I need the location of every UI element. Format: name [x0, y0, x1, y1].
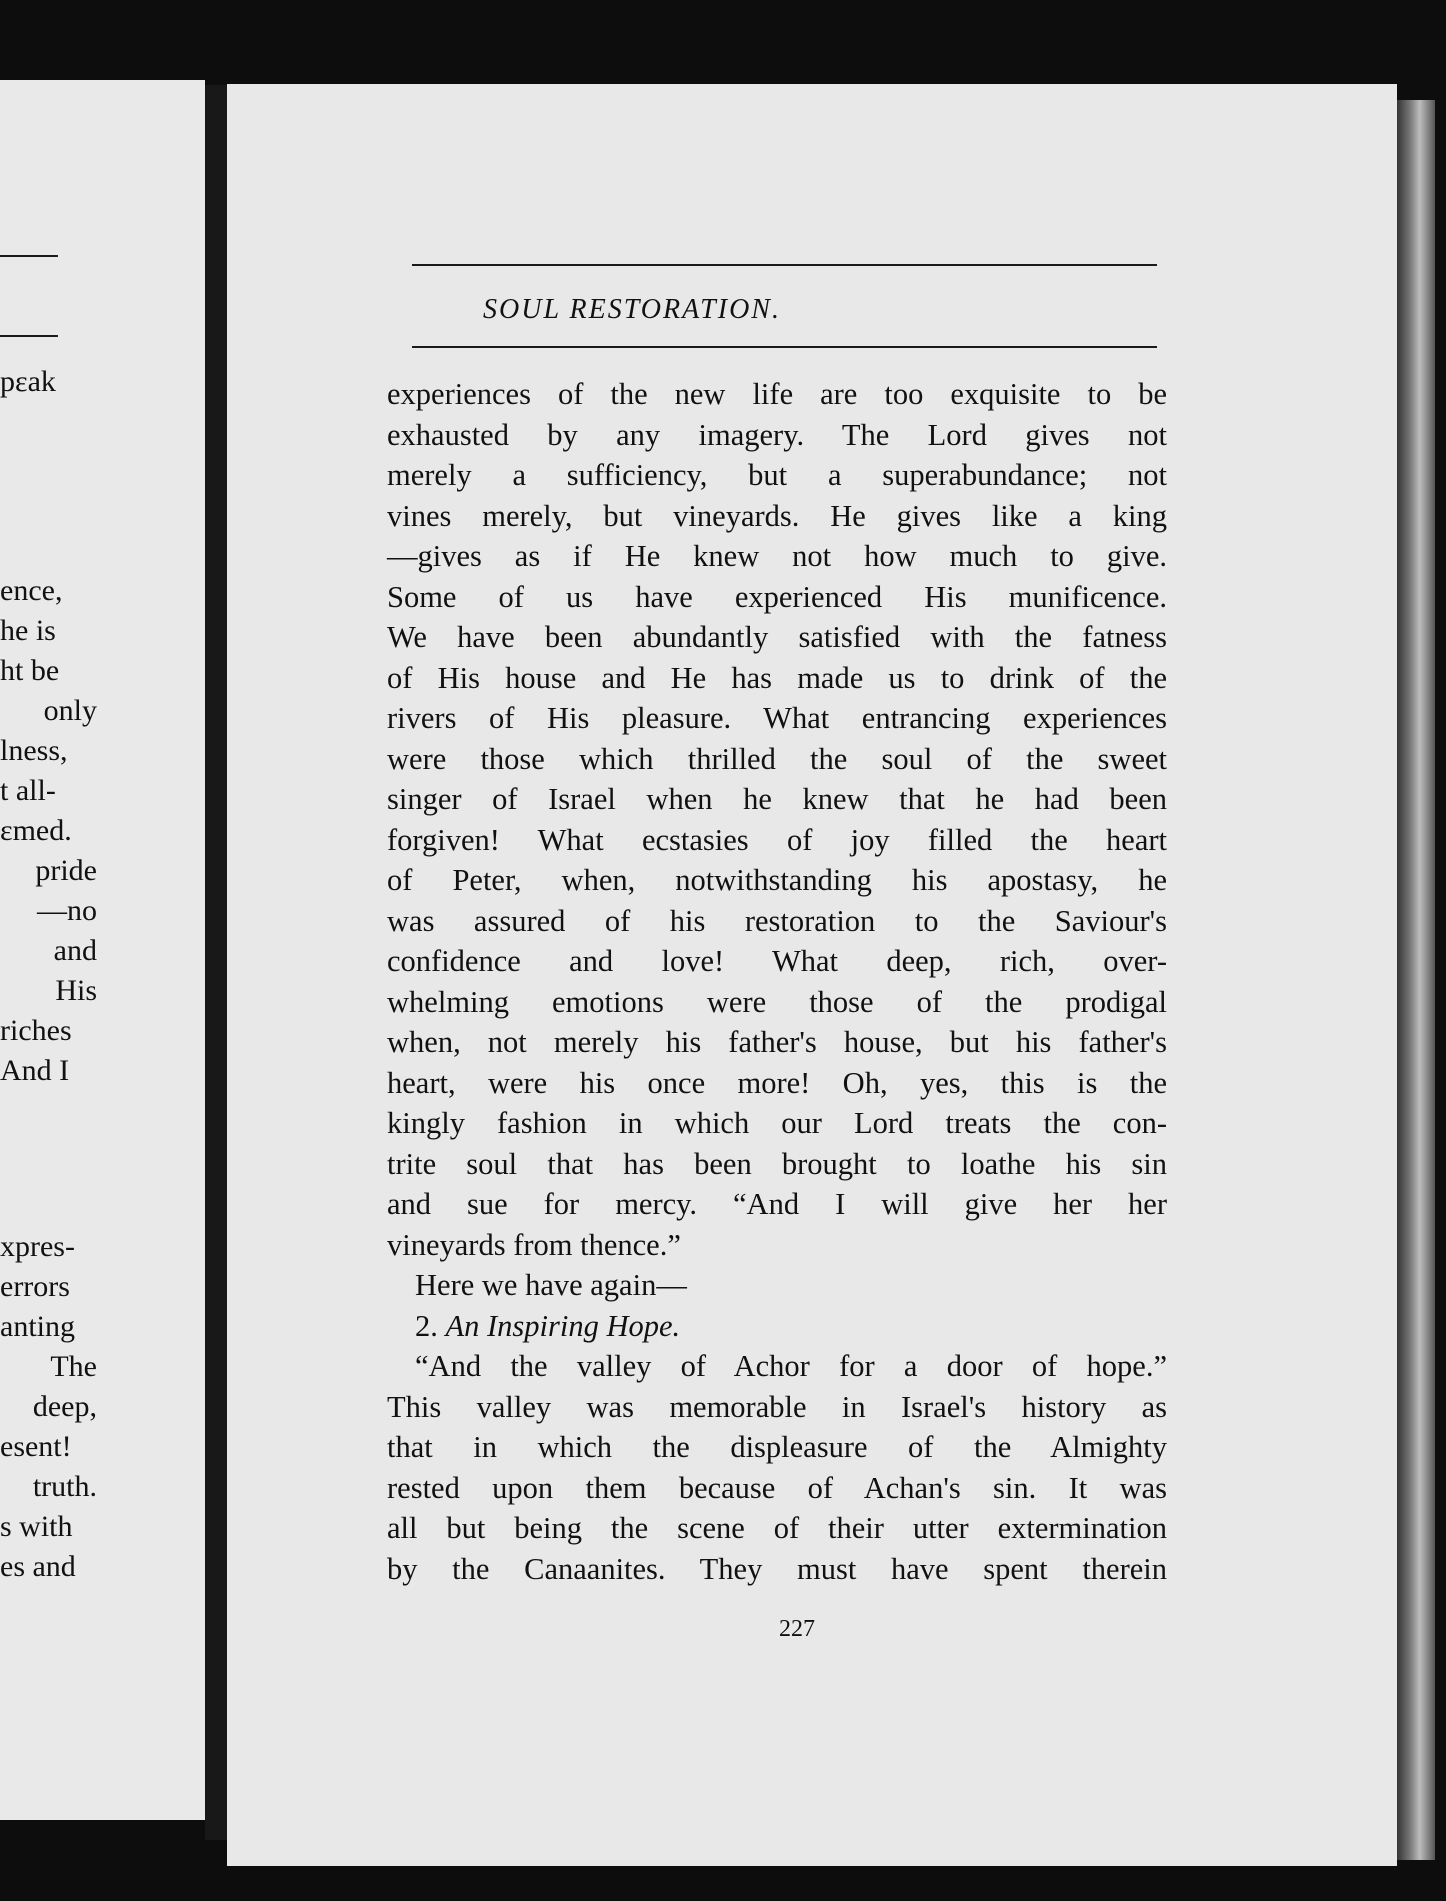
left-text-fragment: riches: [0, 1014, 72, 1047]
page-edge: [1397, 100, 1435, 1860]
text-line: kingly fashion in which our Lord treats the con-: [387, 1106, 1167, 1140]
left-text-fragment: His: [55, 974, 97, 1007]
left-text-fragment: ence,: [0, 574, 63, 607]
text-line: experiences of the new life are too exquisite to be: [387, 377, 1167, 411]
left-text-fragment: lness,: [0, 734, 68, 767]
left-text-fragment: xpres-: [0, 1230, 75, 1263]
text-line: vines merely, but vineyards. He gives like a king: [387, 498, 1167, 533]
text-line: confidence and love! What deep, rich, over-: [387, 944, 1167, 978]
left-text-fragment: anting: [0, 1310, 75, 1343]
text-line: were those which thrilled the soul of the sweet: [387, 741, 1167, 776]
left-text-fragment: only: [43, 694, 97, 727]
text-line: rested upon them because of Achan's sin. It was: [387, 1470, 1167, 1505]
text-line: was assured of his restoration to the Saviour's: [387, 903, 1167, 938]
left-header-rule-top: [0, 255, 58, 257]
transition-line: Here we have again—: [415, 1268, 687, 1302]
text-line: by the Canaanites. They must have spent therein: [387, 1551, 1167, 1586]
text-line: vineyards from thence.”: [387, 1227, 681, 1262]
section-title: An Inspiring Hope.: [445, 1308, 681, 1343]
left-page: [0, 80, 205, 1820]
text-line: whelming emotions were those of the prodigal: [387, 984, 1167, 1019]
text-line: —gives as if He knew not how much to give.: [387, 539, 1167, 573]
left-text-fragment: truth.: [32, 1470, 97, 1503]
left-text-fragment: errors: [0, 1270, 70, 1303]
header-rule-top: [412, 264, 1157, 266]
section-number: 2.: [415, 1308, 438, 1343]
text-line: that in which the displeasure of the Almighty: [387, 1430, 1167, 1464]
left-text-fragment: ɛmed.: [0, 814, 72, 847]
left-text-fragment: ht be: [0, 654, 60, 687]
text-line: exhausted by any imagery. The Lord gives not: [387, 417, 1167, 452]
text-line: of His house and He has made us to drink of the: [387, 660, 1167, 695]
left-text-fragment: —no: [37, 894, 97, 927]
text-line: heart, were his once more! Oh, yes, this is the: [387, 1065, 1167, 1100]
header-rule-bottom: [412, 346, 1157, 348]
text-line: of Peter, when, notwithstanding his apostasy, he: [387, 863, 1167, 897]
left-text-fragment: and: [53, 934, 97, 967]
text-line: all but being the scene of their utter extermination: [387, 1511, 1167, 1545]
text-line: and sue for mercy. “And I will give her her: [387, 1187, 1167, 1221]
left-header-rule-bottom: [0, 335, 58, 337]
left-text-fragment: es and: [0, 1550, 76, 1583]
text-line: singer of Israel when he knew that he had been: [387, 782, 1167, 816]
section-heading: [387, 1306, 1167, 1347]
text-line: We have been abundantly satisfied with the fatness: [387, 620, 1167, 654]
left-text-fragment: deep,: [32, 1390, 97, 1423]
text-line: merely a sufficiency, but a superabundance; not: [387, 458, 1167, 492]
text-line: trite soul that has been brought to loathe his sin: [387, 1146, 1167, 1181]
text-line: when, not merely his father's house, but his father's: [387, 1025, 1167, 1059]
text-line: forgiven! What ecstasies of joy filled the heart: [387, 822, 1167, 857]
left-text-fragment: The: [50, 1350, 97, 1383]
page-number: 227: [779, 1616, 815, 1642]
text-line: This valley was memorable in Israel's history as: [387, 1389, 1167, 1424]
text-line: “And the valley of Achor for a door of hope.”: [415, 1349, 1167, 1383]
left-text-fragment: t all-: [0, 774, 56, 807]
body-text: [387, 374, 1167, 1589]
text-line: Some of us have experienced His munificence.: [387, 579, 1167, 614]
left-text-fragment: pεak: [0, 365, 56, 398]
left-text-fragment: And I: [0, 1054, 70, 1087]
right-page: [227, 84, 1397, 1866]
left-text-fragment: he is: [0, 614, 56, 647]
left-text-fragment: esent!: [0, 1430, 72, 1463]
book-spine: [205, 85, 227, 1840]
text-line: rivers of His pleasure. What entrancing experiences: [387, 701, 1167, 735]
left-text-fragment: s with: [0, 1510, 73, 1543]
left-text-fragment: pride: [35, 854, 97, 887]
running-head: SOUL RESTORATION.: [483, 294, 781, 325]
